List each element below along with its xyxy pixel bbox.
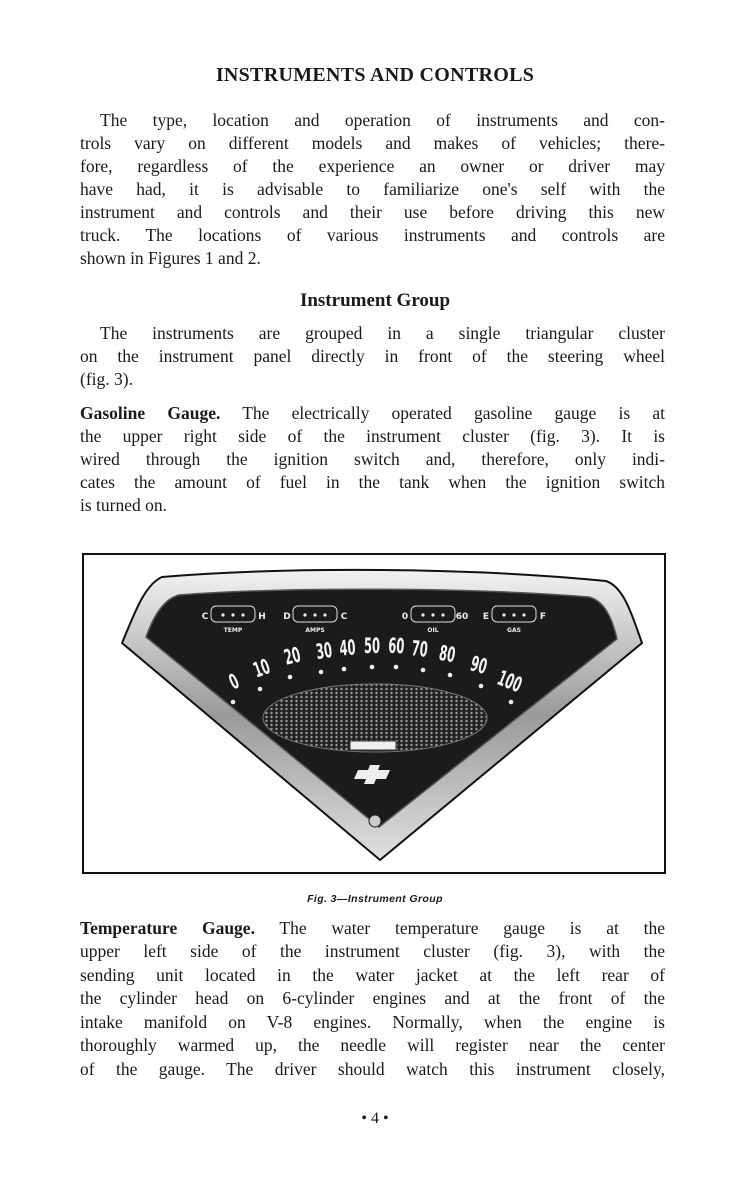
temperature-line: sending unit located in the water jacket at the left rear of (80, 965, 665, 985)
figure-instrument-group (82, 553, 666, 874)
page-number: • 4 • (361, 1110, 389, 1127)
gauge-high-label: H (258, 612, 266, 622)
temperature-text: The water temperature gauge is at the (254, 918, 665, 938)
speedometer-tick (509, 700, 514, 705)
gasoline-first-line (80, 402, 665, 424)
group-line: on the instrument panel directly in front of the steering wheel (80, 346, 665, 366)
gasoline-line: the upper right side of the instrument cluster (fig. 3). It is (80, 426, 665, 446)
gasoline-lead: Gasoline Gauge. (80, 403, 221, 423)
intro-line: The type, location and operation of instruments and con- (100, 110, 665, 130)
temperature-line: of the gauge. The driver should watch this instrument closely, (80, 1059, 665, 1079)
group-line: (fig. 3). (80, 369, 133, 389)
speedometer-number: 10 (249, 650, 283, 683)
speedometer-number: 100 (494, 665, 540, 703)
gauge-name-label: TEMP (223, 627, 243, 634)
intro-line: have had, it is advisable to familiarize one's self with the (80, 179, 665, 199)
speedometer-tick (421, 668, 426, 673)
intro-line: instrument and controls and their use before driving this new (80, 202, 665, 222)
intro-line: truck. The locations of various instruments and controls are (80, 225, 665, 245)
speedometer-tick (231, 700, 236, 705)
gasoline-line: cates the amount of fuel in the tank when the ignition switch (80, 472, 665, 492)
temperature-lead: Temperature Gauge. (80, 918, 255, 938)
odometer (350, 741, 396, 750)
group-line: The instruments are grouped in a single triangular cluster (100, 323, 665, 343)
gauge-low-label: 0 (401, 612, 409, 622)
bezel-screw (369, 815, 381, 827)
gauge-tick (313, 613, 316, 616)
intro-line: trols vary on different models and makes of vehicles; there- (80, 133, 665, 153)
speedometer-tick (448, 673, 453, 678)
speedometer-number: 30 (314, 636, 344, 665)
temperature-line: the cylinder head on 6-cylinder engines and at the front of the (80, 988, 665, 1008)
speedometer-tick (288, 675, 293, 680)
gauge-tick (303, 613, 306, 616)
gauge-tick (512, 613, 515, 616)
intro-line: fore, regardless of the experience an owner or driver may (80, 156, 665, 176)
speedometer-tick (370, 665, 375, 670)
gauge-tick (231, 613, 234, 616)
gauge-name-label: AMPS (305, 627, 325, 634)
gauge-high-label: 60 (455, 612, 469, 622)
gauge-tick (431, 613, 434, 616)
speedometer-tick (258, 687, 263, 692)
speedometer-number: 50 (364, 634, 380, 658)
gauge-name-label: GAS (507, 627, 521, 634)
speedometer-number: 90 (467, 651, 500, 682)
gasoline-text: The electrically operated gasoline gauge is at (220, 403, 666, 423)
gauge-low-label: D (283, 612, 291, 622)
gauge-name-label: OIL (427, 627, 439, 634)
gauge-tick (241, 613, 244, 616)
gauge-low-label: E (482, 612, 490, 622)
gasoline-line: wired through the ignition switch and, therefore, only indi- (80, 449, 665, 469)
gauge-low-label: C (201, 612, 209, 622)
gauge-tick (421, 613, 424, 616)
gauge-tick (441, 613, 444, 616)
gauge-tick (522, 613, 525, 616)
speedometer-tick (319, 670, 324, 675)
speedometer-number: 60 (387, 633, 416, 659)
speedometer-tick (342, 667, 347, 672)
gauge-high-label: F (539, 612, 547, 622)
gauge-tick (502, 613, 505, 616)
speedometer-number: 80 (437, 640, 468, 670)
speedometer-tick (394, 665, 399, 670)
temperature-first-line (80, 917, 665, 939)
temperature-line: thoroughly warmed up, the needle will register near the center (80, 1035, 665, 1055)
speedometer-number: 70 (410, 636, 440, 663)
page-title: INSTRUMENTS AND CONTROLS (215, 64, 535, 86)
section-heading: Instrument Group (299, 290, 451, 311)
gauge-high-label: C (340, 612, 348, 622)
instrument-cluster-illustration (84, 555, 664, 872)
speedometer-number: 40 (338, 634, 367, 661)
gasoline-line: is turned on. (80, 495, 168, 515)
gauge-tick (323, 613, 326, 616)
speedometer-number: 0 (225, 666, 248, 695)
figure-caption: Fig. 3—Instrument Group (307, 893, 443, 905)
speedometer-number: 20 (281, 640, 313, 670)
gauge-tick (221, 613, 224, 616)
temperature-line: upper left side of the instrument cluster (fig. 3), with the (80, 941, 665, 961)
temperature-line: intake manifold on V-8 engines. Normally, when the engine is (80, 1012, 665, 1032)
speedometer-tick (479, 684, 484, 689)
intro-line: shown in Figures 1 and 2. (80, 248, 261, 268)
